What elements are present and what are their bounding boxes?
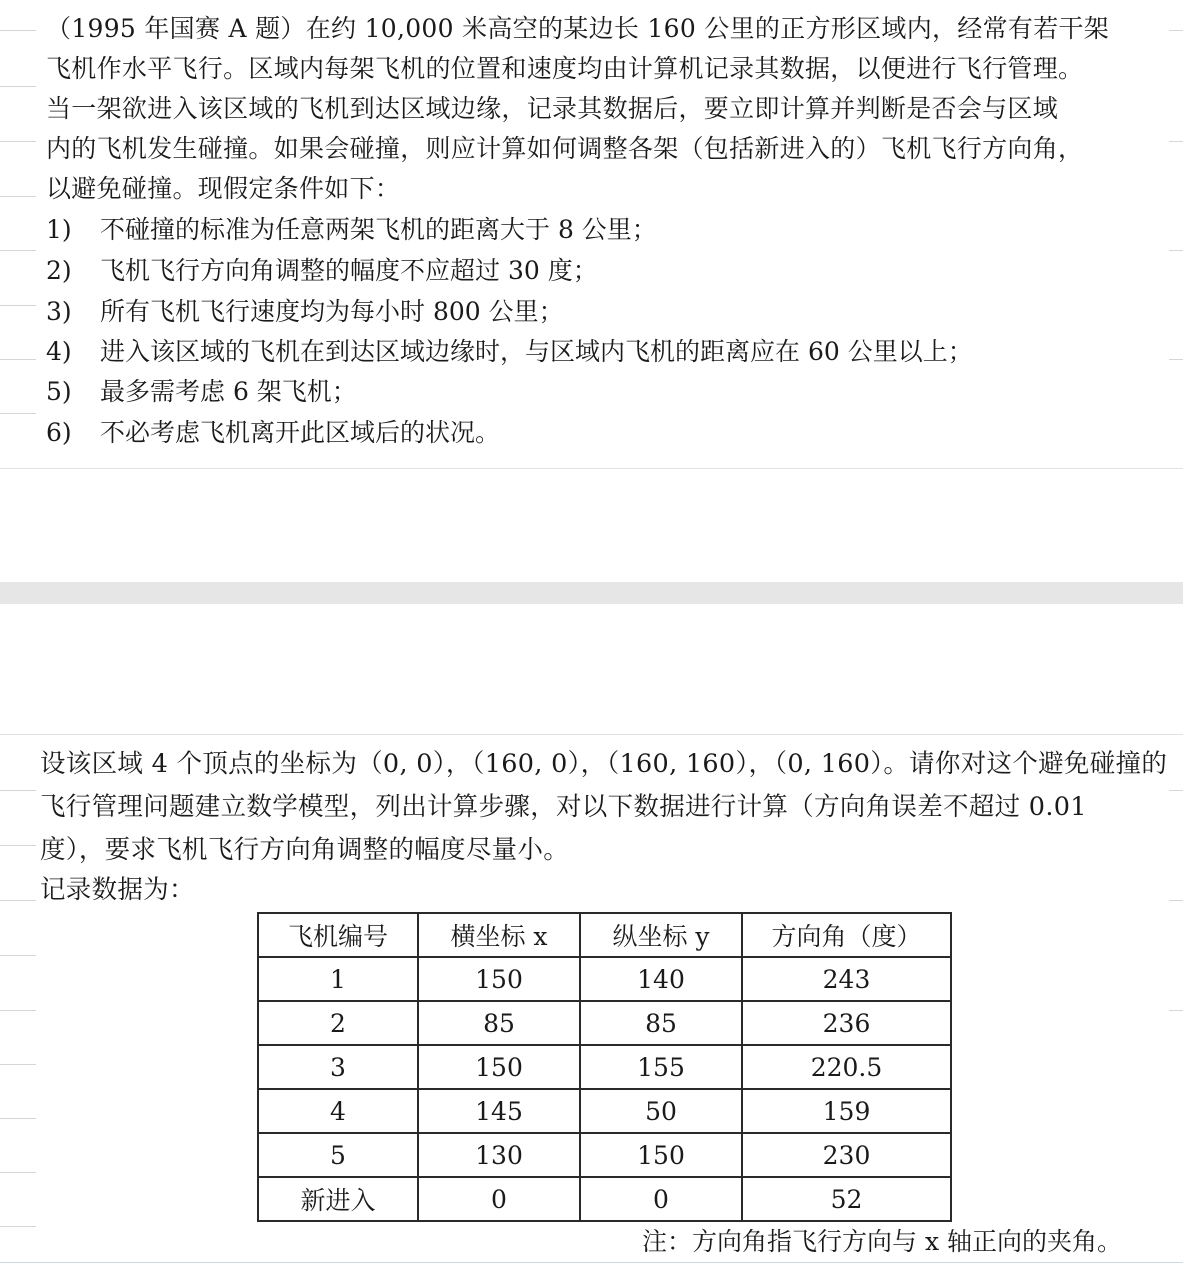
intro-line-2: 飞机作水平飞行。区域内每架飞机的位置和速度均由计算机记录其数据，以便进行飞行管理。: [46, 54, 1084, 83]
cell-y: 150: [580, 1133, 742, 1177]
intro-line-1: （1995 年国赛 A 题）在约 10,000 米高空的某边长 160 公里的正方形区域内，经常有若干架: [46, 14, 1110, 43]
cell-angle: 159: [742, 1089, 951, 1133]
cell-y: 50: [580, 1089, 742, 1133]
ruler-tick: [0, 1118, 36, 1119]
ruler-tick: [0, 790, 36, 791]
header-plane-id: 飞机编号: [258, 913, 418, 957]
condition-item: [46, 372, 357, 412]
page-bottom-rule: [0, 1262, 1183, 1263]
ruler-tick: [1169, 900, 1183, 901]
cell-x: 130: [418, 1133, 580, 1177]
ruler-tick: [1169, 1010, 1183, 1011]
table-note: 注：方向角指飞行方向与 x 轴正向的夹角。: [642, 1227, 1122, 1256]
cell-x: 150: [418, 957, 580, 1001]
ruler-tick: [0, 845, 36, 846]
ruler-tick: [0, 359, 36, 360]
condition-number: 2): [46, 256, 72, 285]
condition-item: [46, 413, 500, 453]
table-row: [258, 1133, 951, 1177]
cell-plane-id: 1: [258, 957, 418, 1001]
ruler-tick: [0, 30, 36, 31]
ruler-tick: [0, 141, 36, 142]
condition-text: 不必考虑飞机离开此区域后的状况。: [100, 418, 501, 447]
condition-text: 飞机飞行方向角调整的幅度不应超过 30 度；: [100, 256, 598, 285]
cell-angle: 243: [742, 957, 951, 1001]
ruler-tick: [1169, 30, 1183, 31]
ruler-tick: [1169, 790, 1183, 791]
cell-angle: 230: [742, 1133, 951, 1177]
condition-item: [46, 292, 564, 332]
cell-y: 85: [580, 1001, 742, 1045]
table-row: [258, 1177, 951, 1221]
ruler-tick: [0, 1064, 36, 1065]
cell-y: 155: [580, 1045, 742, 1089]
ruler-tick: [0, 1172, 36, 1173]
ruler-tick: [0, 900, 36, 901]
cell-plane-id: 2: [258, 1001, 418, 1045]
ruler-tick: [1169, 141, 1183, 142]
ruler-tick: [1169, 250, 1183, 251]
ruler-tick: [0, 196, 36, 197]
condition-item: [46, 251, 598, 291]
table-row: [258, 957, 951, 1001]
cell-y: 140: [580, 957, 742, 1001]
cell-x: 150: [418, 1045, 580, 1089]
table-header-row: [258, 913, 951, 957]
cell-angle: 220.5: [742, 1045, 951, 1089]
condition-item: [46, 210, 657, 250]
ruler-tick: [0, 413, 36, 414]
records-label: 记录数据为：: [40, 875, 195, 905]
page-gap: [0, 582, 1183, 604]
ruler-tick: [0, 955, 36, 956]
cell-plane-id: 新进入: [258, 1177, 418, 1221]
table-row: [258, 1089, 951, 1133]
condition-text: 最多需考虑 6 架飞机；: [100, 377, 357, 406]
ruler-tick: [0, 305, 36, 306]
table-row: [258, 1045, 951, 1089]
condition-text: 进入该区域的飞机在到达区域边缘时，与区域内飞机的距离应在 60 公里以上；: [100, 337, 973, 366]
flight-data-table: [257, 912, 952, 1222]
task-line-1: 设该区域 4 个顶点的坐标为（0, 0），（160, 0），（160, 160），（0, 160）。请你对这个避免碰撞的: [40, 749, 1168, 779]
condition-number: 1): [46, 215, 72, 244]
condition-number: 5): [46, 377, 72, 406]
cell-x: 145: [418, 1089, 580, 1133]
table-row: [258, 1001, 951, 1045]
ruler-tick: [0, 1010, 36, 1011]
task-line-2: 飞行管理问题建立数学模型，列出计算步骤，对以下数据进行计算（方向角误差不超过 0.01: [40, 792, 1087, 822]
task-line-3: 度），要求飞机飞行方向角调整的幅度尽量小。: [40, 835, 570, 865]
condition-number: 6): [46, 418, 72, 447]
ruler-tick: [0, 250, 36, 251]
cell-y: 0: [580, 1177, 742, 1221]
condition-text: 所有飞机飞行速度均为每小时 800 公里；: [100, 297, 564, 326]
header-angle: 方向角（度）: [742, 913, 951, 957]
cell-angle: 52: [742, 1177, 951, 1221]
condition-item: [46, 332, 973, 372]
ruler-tick: [1169, 359, 1183, 360]
cell-plane-id: 4: [258, 1089, 418, 1133]
ruler-tick: [0, 86, 36, 87]
cell-x: 0: [418, 1177, 580, 1221]
condition-number: 3): [46, 297, 72, 326]
header-y: 纵坐标 y: [580, 913, 742, 957]
intro-line-3: 当一架欲进入该区域的飞机到达区域边缘，记录其数据后，要立即计算并判断是否会与区域: [46, 94, 1059, 123]
header-x: 横坐标 x: [418, 913, 580, 957]
cell-plane-id: 5: [258, 1133, 418, 1177]
condition-number: 4): [46, 337, 72, 366]
ruler-tick: [0, 1226, 36, 1227]
cell-x: 85: [418, 1001, 580, 1045]
cell-plane-id: 3: [258, 1045, 418, 1089]
cell-angle: 236: [742, 1001, 951, 1045]
condition-text: 不碰撞的标准为任意两架飞机的距离大于 8 公里；: [100, 215, 657, 244]
intro-line-4: 内的飞机发生碰撞。如果会碰撞，则应计算如何调整各架（包括新进入的）飞机飞行方向角，: [46, 134, 1084, 163]
intro-line-5: 以避免碰撞。现假定条件如下：: [46, 174, 401, 203]
